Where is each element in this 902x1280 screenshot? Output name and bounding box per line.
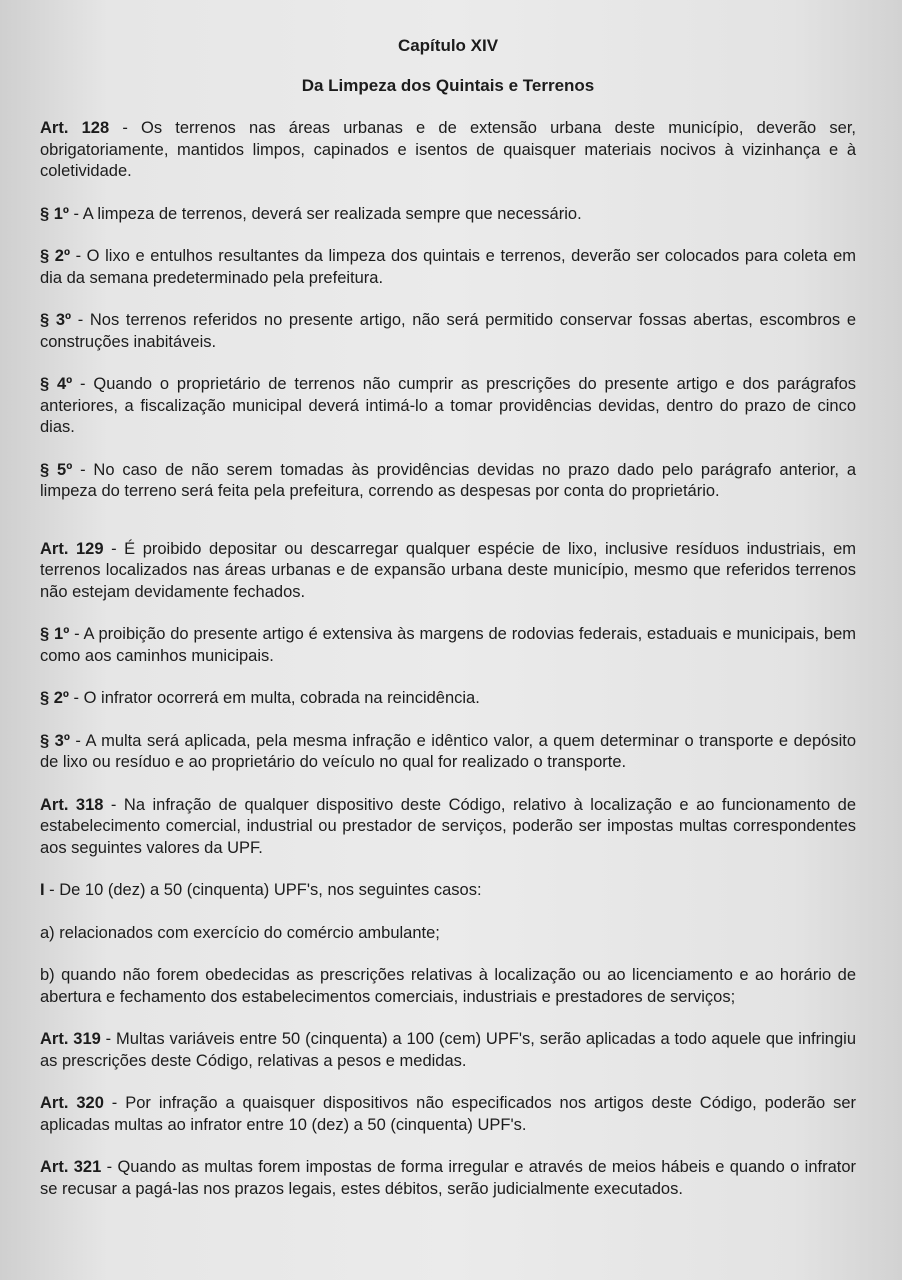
paragraph-label: § 4º [40, 375, 73, 393]
article-128-paragraph-2 [40, 246, 856, 289]
paragraph-text: b) quando não forem obedecidas as prescrições relativas à localização ou ao licenciamento e ao horário de abertura e fechamento dos estabelecimentos comerciais, industriais e prestadores de serviços; [40, 966, 856, 1006]
article-128-paragraph-3 [40, 310, 856, 353]
paragraph-label: Art. 321 [40, 1158, 102, 1176]
paragraph-label: Art. 128 [40, 119, 110, 137]
article-319 [40, 1029, 856, 1072]
paragraph-text: - O lixo e entulhos resultantes da limpeza dos quintais e terrenos, deverão ser colocados para coleta em dia da semana predeterminado pela prefeitura. [40, 247, 856, 287]
paragraph-text: - De 10 (dez) a 50 (cinquenta) UPF's, nos seguintes casos: [44, 881, 482, 899]
article-128-paragraph-5 [40, 460, 856, 503]
paragraph-label: § 2º [40, 247, 70, 265]
paragraph-label: § 5º [40, 460, 73, 479]
paragraph-label: § 1º [40, 204, 69, 223]
paragraph-label: Art. 318 [40, 795, 104, 814]
paragraph-text: - No caso de não serem tomadas às providências devidas no prazo dado pelo parágrafo anterior, a limpeza do terreno será feita pela prefeitura, correndo as despesas por conta do proprietário. [40, 460, 856, 500]
paragraph-label: § 1º [40, 625, 70, 643]
article-129-paragraph-1 [40, 624, 856, 667]
article-128-paragraph-4 [40, 374, 856, 439]
paragraph-text: - Quando as multas forem impostas de forma irregular e através de meios hábeis e quando o infrator se recusar a pagá-las nos prazos legais, estes débitos, serão judicialmente executados. [40, 1158, 857, 1198]
article-129-paragraph-2 [40, 688, 856, 710]
paragraph-text: - Os terrenos nas áreas urbanas e de extensão urbana deste município, deverão ser, obrigatoriamente, mantidos limpos, capinados e isentos de quaisquer materiais nocivos à vizinhança e à coletividade. [40, 119, 857, 180]
paragraph-label: Art. 320 [40, 1094, 104, 1112]
paragraph-label: Art. 129 [40, 539, 104, 558]
paragraph-label: Art. 319 [40, 1030, 101, 1048]
paragraph-text: - O infrator ocorrerá em multa, cobrada na reincidência. [68, 689, 480, 707]
paragraph-label: § 3º [40, 311, 72, 329]
article-129-paragraph-3 [40, 731, 856, 774]
paragraph-text: - A multa será aplicada, pela mesma infração e idêntico valor, a quem determinar o transporte e depósito de lixo ou resíduo e ao proprietário do veículo no qual for realizado o transporte. [40, 731, 856, 771]
chapter-title: Capítulo XIV [397, 36, 499, 55]
paragraph-text: - É proibido depositar ou descarregar qualquer espécie de lixo, inclusive resíduos industriais, em terrenos localizados nas áreas urbanas e de expansão urbana deste município, mesmo que referidos terrenos não estejam devidamente fechados. [40, 539, 856, 601]
article-321 [40, 1157, 856, 1200]
article-318-item-i [40, 880, 856, 902]
article-320 [40, 1093, 856, 1136]
paragraph-text: - A limpeza de terrenos, deverá ser realizada sempre que necessário. [68, 204, 582, 223]
paragraph-text: - Quando o proprietário de terrenos não cumprir as prescrições do presente artigo e dos parágrafos anteriores, a fiscalização municipal deverá intimá-lo a tomar providências devidas, dentro do prazo de cinco dias. [40, 375, 856, 436]
article-318-item-a [40, 923, 856, 945]
paragraph-text: - Multas variáveis entre 50 (cinquenta) a 100 (cem) UPF's, serão aplicadas a todo aquele que infringiu as prescrições deste Código, relativas a pesos e medidas. [40, 1030, 857, 1070]
paragraph-text: a) relacionados com exercício do comércio ambulante; [40, 923, 440, 942]
paragraph-text: - Por infração a quaisquer dispositivos não especificados nos artigos deste Código, poderão ser aplicadas multas ao infrator entre 10 (dez) a 50 (cinquenta) UPF's. [40, 1094, 856, 1134]
article-318 [40, 795, 856, 860]
article-128 [40, 118, 856, 183]
paragraph-label: § 2º [40, 689, 69, 707]
article-318-item-b [40, 965, 856, 1008]
article-128-paragraph-1 [40, 204, 856, 226]
article-129 [40, 539, 856, 604]
paragraph-text: - A proibição do presente artigo é extensiva às margens de rodovias federais, estaduais e municipais, bem como aos caminhos municipais. [40, 625, 857, 665]
section-title: Da Limpeza dos Quintais e Terrenos [301, 76, 595, 95]
paragraph-text: - Nos terrenos referidos no presente artigo, não será permitido conservar fossas abertas, escombros e construções inabitáveis. [40, 311, 856, 351]
paragraph-text: - Na infração de qualquer dispositivo deste Código, relativo à localização e ao funcionamento de estabelecimento comercial, industrial ou prestador de serviços, poderão ser impostas multas correspondentes aos seguintes valores da UPF. [40, 795, 856, 857]
paragraph-label: I [40, 881, 45, 899]
paragraph-label: § 3º [40, 731, 70, 750]
